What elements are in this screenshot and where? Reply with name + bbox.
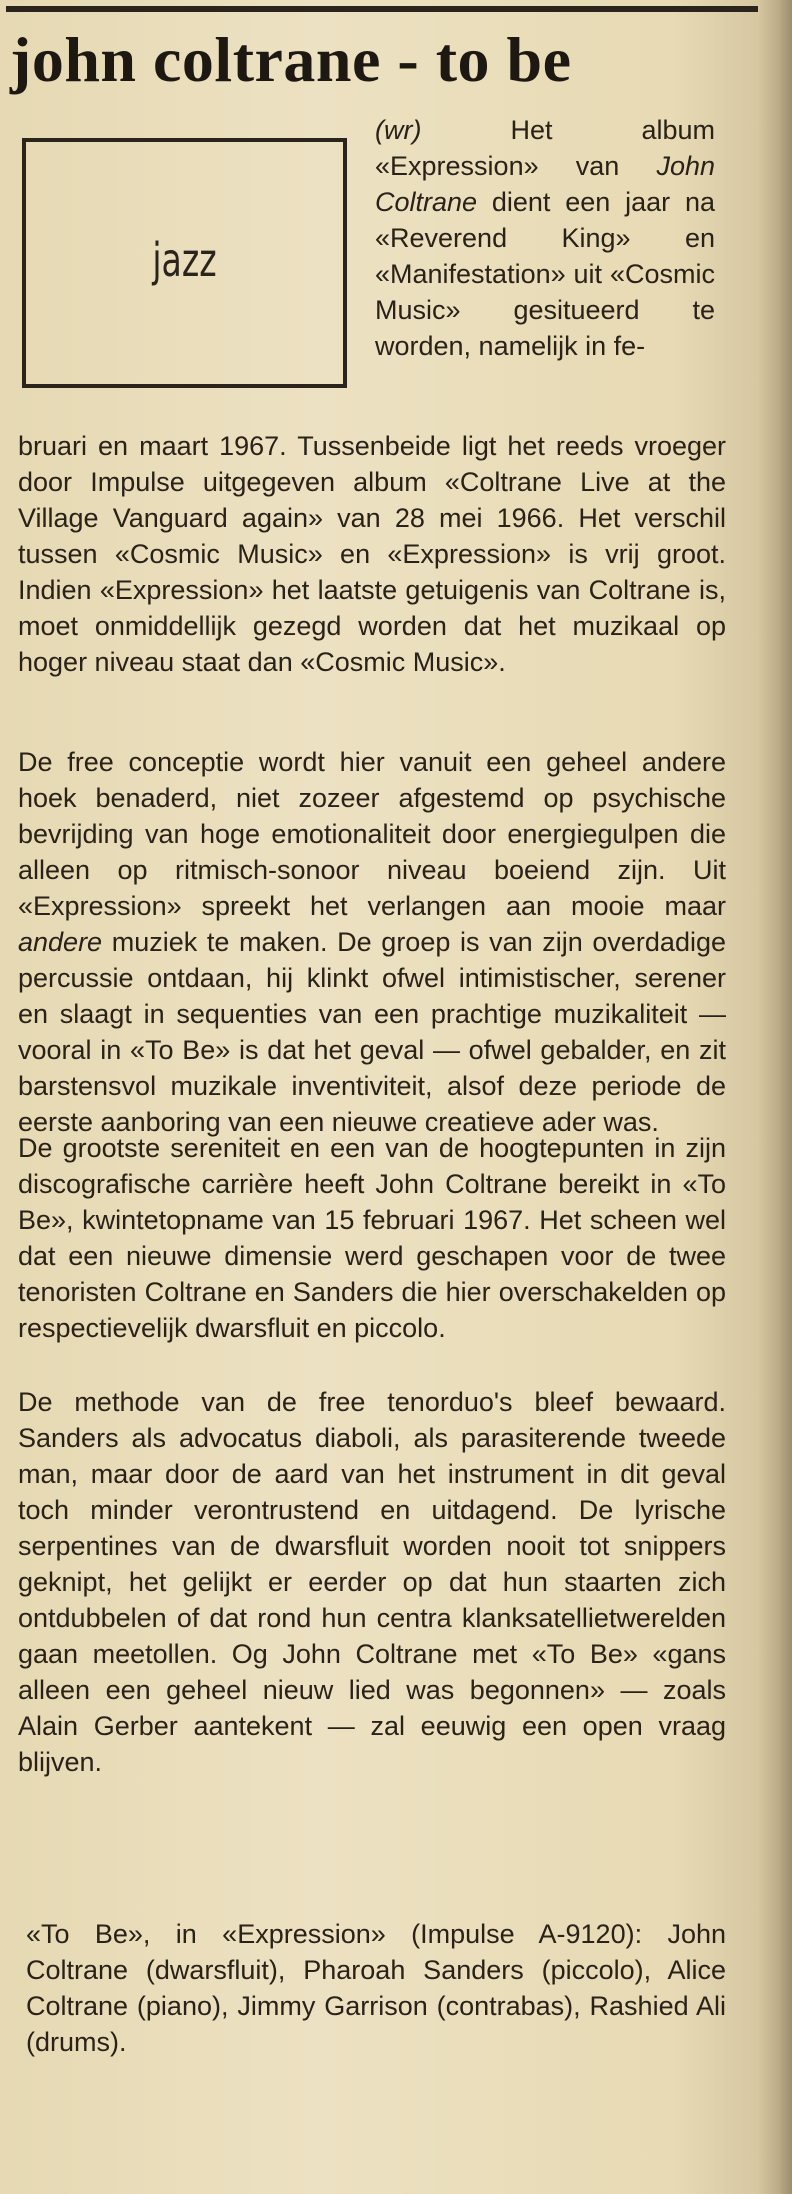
article-lead bbox=[375, 112, 715, 364]
paragraph-2-text-b: muziek te maken. De groep is van zijn overdadige percussie ontdaan, hij klinkt ofwel intimistischer, serener en slaagt in sequenties van een prachtige muzikaliteit — vooral in «To Be» is dat het geval — ofwel gebalder, en zit barstensvol muzikale inventiviteit, alsof deze periode de eerste aanboring van een nieuwe creatieve ader was. bbox=[18, 927, 726, 1137]
intro-continued: bruari en maart 1967. Tussenbeide ligt het reeds vroeger door Impulse uitgegeven album «Coltrane Live at the Village Vanguard again» van 28 mei 1966. Het verschil tussen «Cosmic Music» en «Expression» is vrij groot. Indien «Expression» het laatste getuigenis van Coltrane is, moet onmiddellijk gezegd worden dat het muzikaal op hoger niveau staat dan «Cosmic Music». bbox=[18, 431, 726, 677]
paragraph-4: De methode van de free tenorduo's bleef bewaard. Sanders als advocatus diaboli, als parasiterende tweede man, maar door de aard van het instrument in dit geval toch minder verontrustend en uitdagend. De lyrische serpentines van de dwarsfluit worden nooit tot snippers geknipt, het gelijkt er eerder op dat hun staarten zich ontdubbelen of dat rond hun centra klanksatellietwerelden gaan meetollen. Og John Coltrane met «To Be» «gans alleen een geheel nieuw lied was begonnen» — zoals Alain Gerber aantekent — zal eeuwig een open vraag blijven. bbox=[18, 1387, 726, 1777]
album-credits: «To Be», in «Expression» (Impulse A-9120): John Coltrane (dwarsfluit), Pharoah Sanders (piccolo), Alice Coltrane (piano), Jimmy Garrison (contrabas), Rashied Ali (drums). bbox=[26, 1919, 726, 2057]
article-headline: john coltrane - to be bbox=[10, 24, 572, 95]
paragraph-2 bbox=[18, 744, 726, 1140]
lead-text-2: dient een jaar na «Reverend King» en «Manifestation» uit «Cosmic Music» gesitueerd te worden, namelijk in fe- bbox=[375, 187, 715, 361]
section-box bbox=[22, 138, 347, 388]
paragraph-3: De grootste sereniteit en een van de hoogtepunten in zijn discografische carrière heeft John Coltrane bereikt in «To Be», kwintetopname van 15 februari 1967. Het scheen wel dat een nieuwe dimensie werd geschapen voor de twee tenoristen Coltrane en Sanders die hier overschakelden op respectievelijk dwarsfluit en piccolo. bbox=[18, 1133, 726, 1343]
lead-text-1: Het album «Expression» van bbox=[375, 115, 715, 181]
paragraph-2-text-a: De free conceptie wordt hier vanuit een geheel andere hoek benaderd, niet zozeer afgestemd op psychische bevrijding van hoge emotionaliteit door energiegulpen die alleen op ritmisch-sonoor niveau boeiend zijn. Uit «Expression» spreekt het verlangen aan mooie maar bbox=[18, 747, 726, 921]
paper-edge-shadow bbox=[758, 0, 792, 2194]
paragraph-2-emphasis: andere bbox=[18, 927, 103, 957]
top-rule bbox=[6, 6, 758, 12]
byline: (wr) bbox=[375, 115, 422, 145]
artist-name: John Coltrane bbox=[375, 151, 715, 217]
section-label: jazz bbox=[152, 233, 217, 287]
